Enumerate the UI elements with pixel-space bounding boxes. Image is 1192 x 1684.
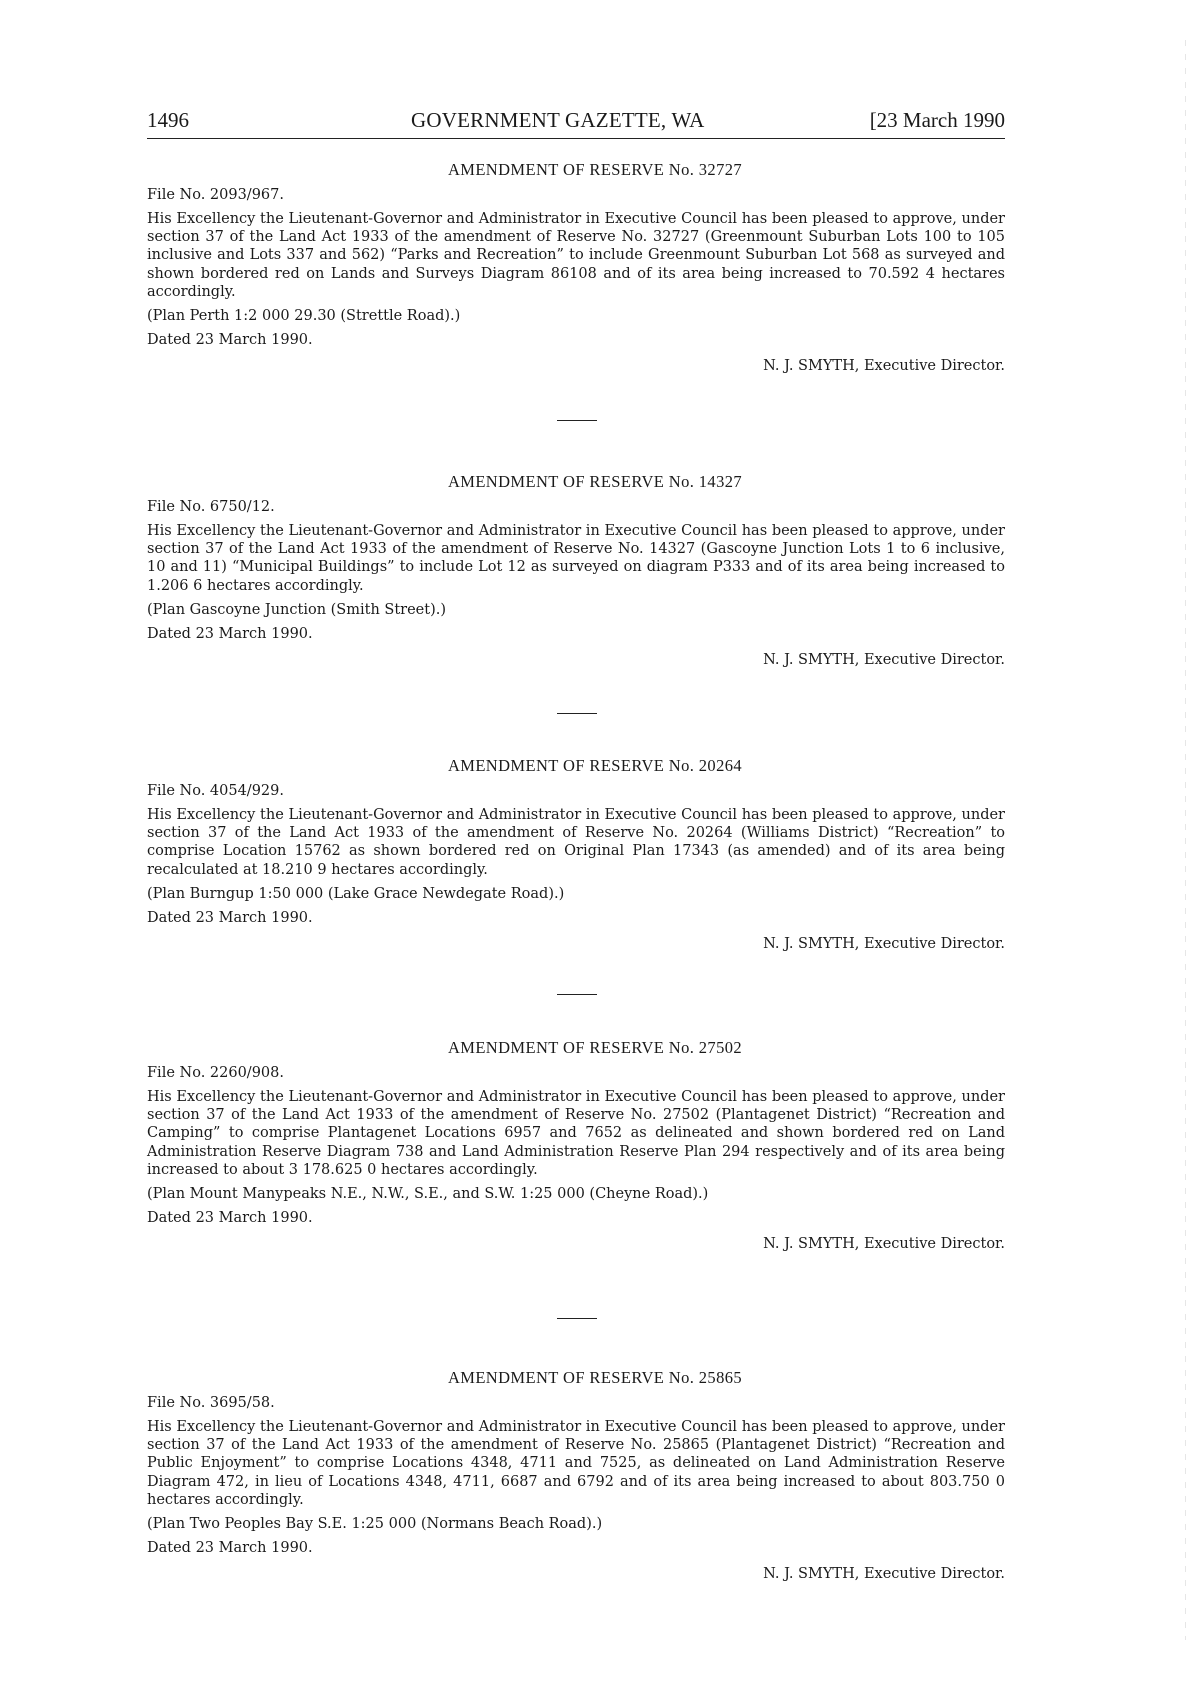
notice-heading: AMENDMENT OF RESERVE No. 20264: [447, 756, 743, 775]
plan-reference: (Plan Mount Manypeaks N.E., N.W., S.E., and S.W. 1:25 000 (Cheyne Road).): [147, 1186, 709, 1203]
dated-line: Dated 23 March 1990.: [147, 332, 313, 349]
notice-reserve-20264: [147, 756, 1005, 954]
signatory: N. J. SMYTH, Executive Director.: [763, 935, 1005, 952]
signatory: N. J. SMYTH, Executive Director.: [763, 358, 1005, 375]
notice-reserve-25865: [147, 1368, 1005, 1584]
notice-heading: AMENDMENT OF RESERVE No. 14327: [447, 472, 743, 491]
notice-heading: AMENDMENT OF RESERVE No. 27502: [447, 1038, 743, 1057]
dated-line: Dated 23 March 1990.: [147, 1210, 313, 1227]
notice-body: His Excellency the Lieutenant-Governor and Administrator in Executive Council has been pleased to approve, under section 37 of the Land Act 1933 of the amendment of Reserve No. 20264 (Williams District) “Recreation” to comprise Location 15762 as shown bordered red on Original Plan 17343 (as amended) and of its area being recalculated at 18.210 9 hectares accordingly.: [147, 807, 1005, 878]
plan-reference: (Plan Gascoyne Junction (Smith Street).): [147, 601, 446, 618]
notice-heading: AMENDMENT OF RESERVE No. 32727: [447, 160, 743, 179]
dated-line: Dated 23 March 1990.: [147, 1540, 313, 1557]
notice-body: His Excellency the Lieutenant-Governor and Administrator in Executive Council has been pleased to approve, under section 37 of the Land Act 1933 of the amendment of Reserve No. 32727 (Greenmount Suburban Lots 100 to 105 inclusive and Lots 337 and 562) “Parks and Recreation” to include Greenmount Suburban Lot 568 as surveyed and shown bordered red on Lands and Surveys Diagram 86108 and of its area being increased to 70.592 4 hectares accordingly.: [147, 211, 1005, 300]
notice-reserve-32727: [147, 160, 1005, 376]
dated-line: Dated 23 March 1990.: [147, 625, 313, 642]
page-header: [147, 104, 1005, 139]
file-number: File No. 3695/58.: [147, 1395, 275, 1411]
signatory: N. J. SMYTH, Executive Director.: [763, 1236, 1005, 1253]
plan-reference: (Plan Two Peoples Bay S.E. 1:25 000 (Normans Beach Road).): [147, 1516, 603, 1533]
file-number: File No. 2093/967.: [147, 187, 284, 203]
page-number: 1496: [147, 108, 189, 132]
notice-body: His Excellency the Lieutenant-Governor and Administrator in Executive Council has been pleased to approve, under section 37 of the Land Act 1933 of the amendment of Reserve No. 27502 (Plantagenet District) “Recreation and Camping” to comprise Plantagenet Locations 6957 and 7652 as delineated and shown bordered red on Land Administration Reserve Diagram 738 and Land Administration Reserve Plan 294 respectively and of its area being increased to about 3 178.625 0 hectares accordingly.: [147, 1089, 1005, 1178]
section-divider: [557, 994, 597, 995]
file-number: File No. 4054/929.: [147, 783, 284, 799]
notice-heading: AMENDMENT OF RESERVE No. 25865: [447, 1368, 743, 1387]
gazette-title: GOVERNMENT GAZETTE, WA: [411, 108, 705, 132]
page-edge-mark: [1185, 40, 1186, 1640]
notice-reserve-14327: [147, 472, 1005, 670]
issue-date: [23 March 1990: [869, 108, 1005, 132]
plan-reference: (Plan Burngup 1:50 000 (Lake Grace Newdegate Road).): [147, 885, 565, 902]
file-number: File No. 2260/908.: [147, 1065, 284, 1081]
notice-body: His Excellency the Lieutenant-Governor and Administrator in Executive Council has been pleased to approve, under section 37 of the Land Act 1933 of the amendment of Reserve No. 25865 (Plantagenet District) “Recreation and Public Enjoyment” to comprise Locations 4348, 4711 and 7525, as delineated on Land Administration Reserve Diagram 472, in lieu of Locations 4348, 4711, 6687 and 6792 and of its area being increased to about 803.750 0 hectares accordingly.: [147, 1419, 1005, 1508]
plan-reference: (Plan Perth 1:2 000 29.30 (Strettle Road).): [147, 308, 461, 325]
section-divider: [557, 420, 597, 421]
section-divider: [557, 1318, 597, 1319]
notice-reserve-27502: [147, 1038, 1005, 1254]
file-number: File No. 6750/12.: [147, 499, 275, 515]
dated-line: Dated 23 March 1990.: [147, 909, 313, 926]
signatory: N. J. SMYTH, Executive Director.: [763, 1566, 1005, 1583]
section-divider: [557, 713, 597, 714]
signatory: N. J. SMYTH, Executive Director.: [763, 651, 1005, 668]
notice-body: His Excellency the Lieutenant-Governor and Administrator in Executive Council has been pleased to approve, under section 37 of the Land Act 1933 of the amendment of Reserve No. 14327 (Gascoyne Junction Lots 1 to 6 inclusive, 10 and 11) “Municipal Buildings” to include Lot 12 as surveyed on diagram P333 and of its area being increased to 1.206 6 hectares accordingly.: [147, 523, 1005, 594]
